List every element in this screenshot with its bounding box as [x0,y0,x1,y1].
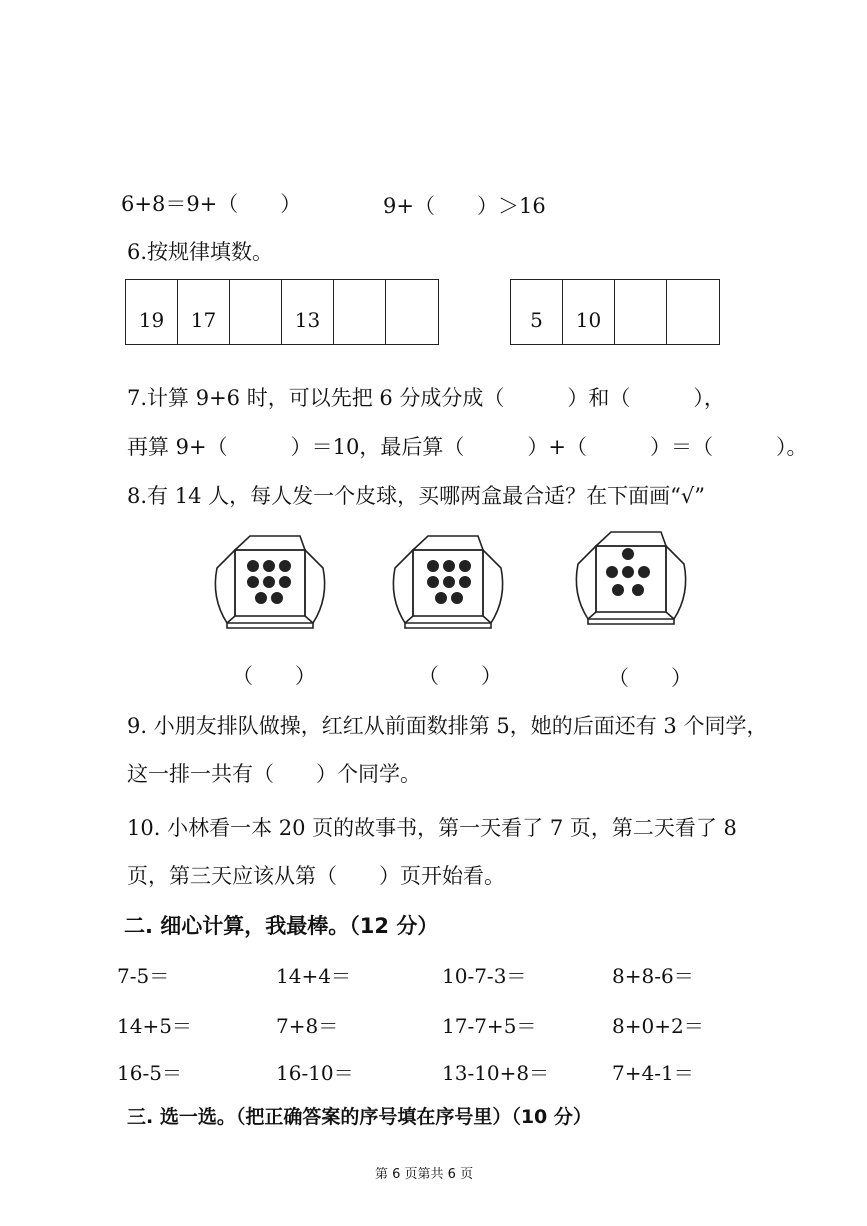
q8-title: 8.有 14 人，每人发一个皮球，买哪两盒最合适？在下面画“√” [127,484,705,508]
answer-bracket-2[interactable]: （ ） [418,664,502,688]
calc-item: 14+4＝ [276,964,351,988]
section3-title: 三. 选一选。（把正确答案的序号填在序号里）（10 分） [127,1106,592,1128]
section2-title: 二. 细心计算，我最棒。（12 分） [124,914,439,938]
seq1-cell[interactable] [386,280,438,344]
seq1-cell[interactable]: 13 [282,280,334,344]
q7-line1: 7.计算 9+6 时，可以先把 6 分成分成（ ）和（ ）， [127,386,725,410]
q6-title: 6.按规律填数。 [127,240,274,264]
seq1-cell[interactable] [334,280,386,344]
calc-item: 8+0+2＝ [612,1014,704,1038]
calc-item: 14+5＝ [117,1014,192,1038]
seq1-cell[interactable] [230,280,282,344]
q10-line2: 页，第三天应该从第（ ）页开始看。 [127,864,505,888]
seq2-cell[interactable] [615,280,667,344]
sequence-table-2 [510,279,720,345]
seq2-cell[interactable]: 5 [511,280,563,344]
calc-item: 7+4-1＝ [612,1061,694,1085]
calc-item: 17-7+5＝ [442,1014,537,1038]
ball-box-3 [566,524,696,634]
seq2-cell[interactable]: 10 [563,280,615,344]
calc-item: 7-5＝ [117,964,170,988]
calc-item: 8+8-6＝ [612,964,694,988]
calc-item: 13-10+8＝ [442,1061,550,1085]
q9-line1: 9. 小朋友排队做操，红红从前面数排第 5，她的后面还有 3 个同学， [127,714,768,738]
answer-bracket-3[interactable]: （ ） [608,666,692,690]
seq2-cell[interactable] [667,280,719,344]
equation-right: 9+（ ）＞16 [383,194,546,218]
calc-item: 10-7-3＝ [442,964,527,988]
ball-box-2 [383,528,513,638]
calc-item: 7+8＝ [276,1014,339,1038]
equation-left: 6+8＝9+（ ） [121,192,302,216]
seq1-cell[interactable]: 17 [178,280,230,344]
calc-item: 16-5＝ [117,1061,182,1085]
q10-line1: 10. 小林看一本 20 页的故事书，第一天看了 7 页，第二天看了 8 [127,816,737,840]
q9-line2: 这一排一共有（ ）个同学。 [127,762,421,786]
answer-bracket-1[interactable]: （ ） [232,664,316,688]
sequence-table-1 [125,279,439,345]
calc-item: 16-10＝ [276,1061,354,1085]
ball-box-1 [205,528,335,638]
seq1-cell[interactable]: 19 [126,280,178,344]
q7-line2: 再算 9+（ ）＝10，最后算（ ）+（ ）＝（ ）。 [127,435,808,459]
page-footer: 第 6 页第共 6 页 [375,1167,474,1182]
